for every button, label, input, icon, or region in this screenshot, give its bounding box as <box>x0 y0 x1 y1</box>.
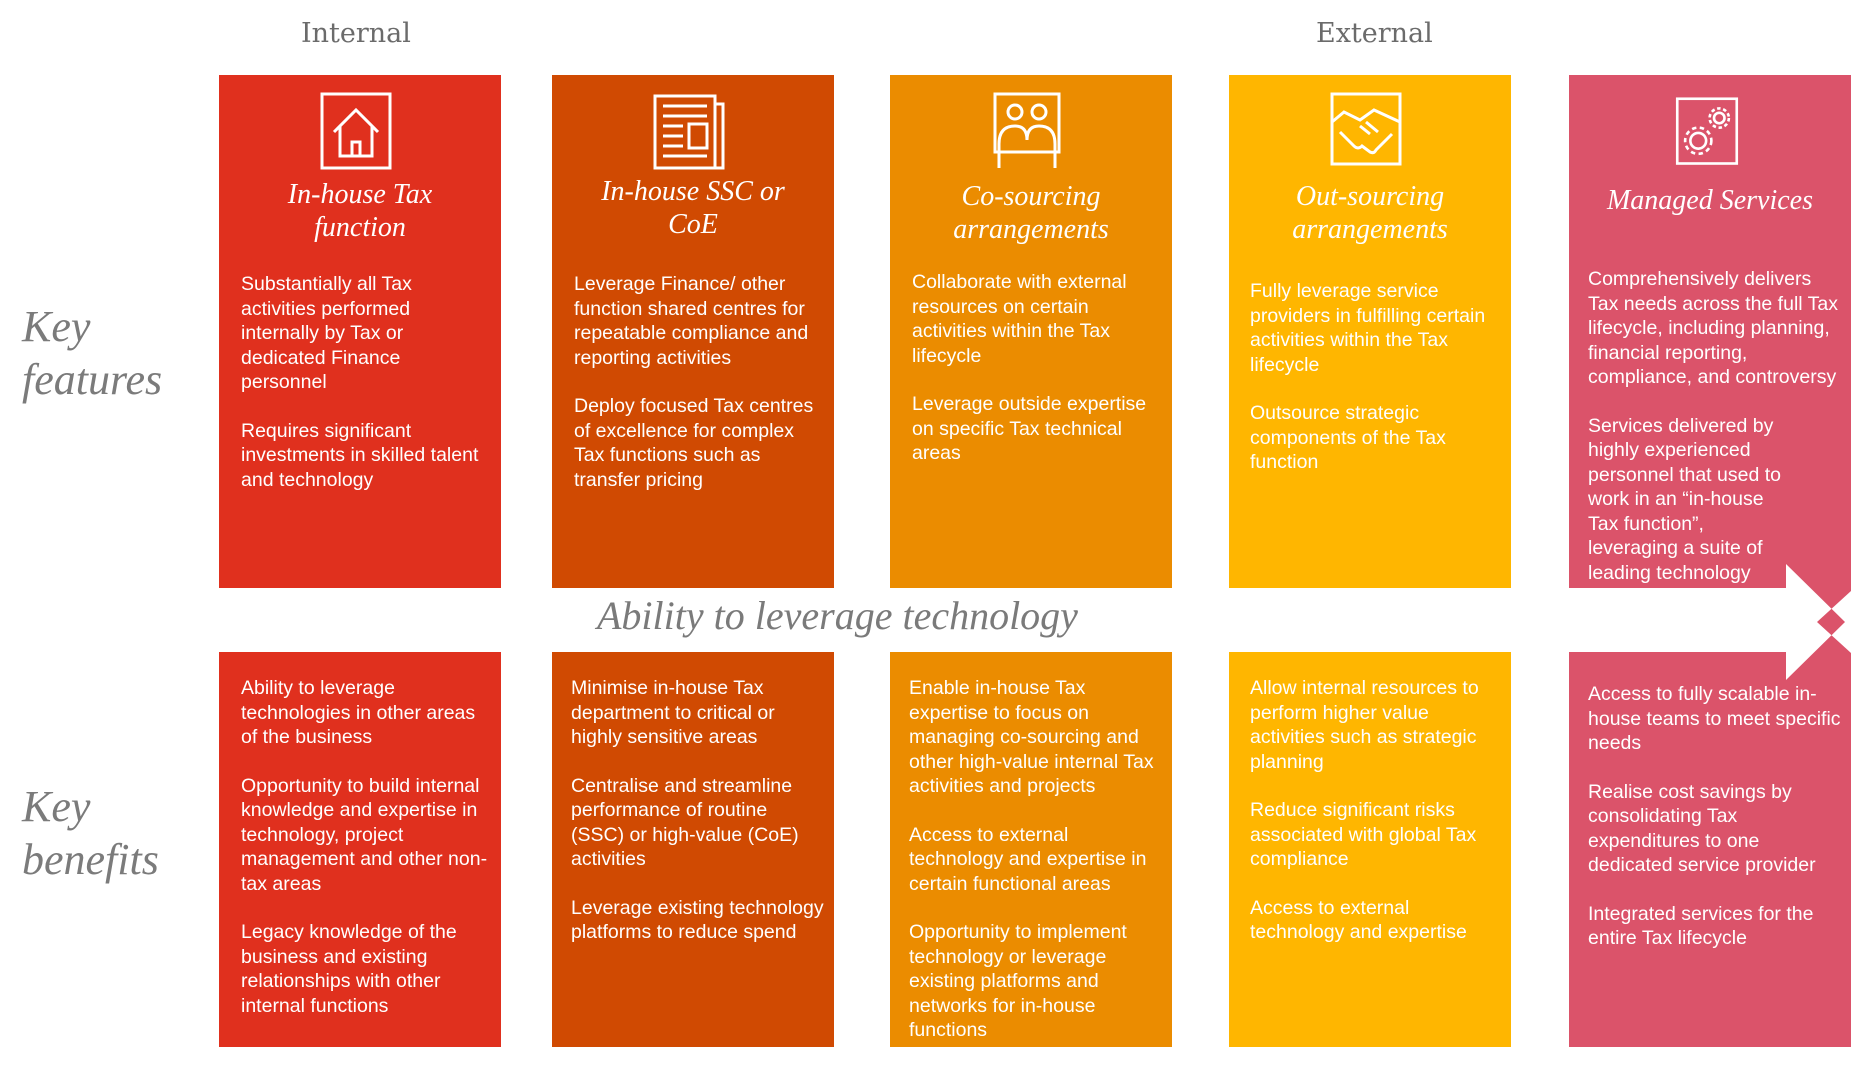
benefit-item: Minimise in-house Tax department to critical or highly sensitive areas <box>571 677 775 748</box>
feature-item: Services delivered by highly experienced personnel that used to work in an “in-house Tax function”, leveraging a suite of leading technology solutions <box>1588 414 1781 608</box>
benefits-text <box>909 676 1162 1067</box>
side-label-features <box>22 300 162 406</box>
people-icon <box>991 92 1063 172</box>
house-icon <box>320 92 392 172</box>
benefit-item: Legacy knowledge of the business and existing relationships with other internal functions <box>241 921 457 1017</box>
column-title <box>552 175 834 241</box>
feature-item: Comprehensively delivers Tax needs across the full Tax lifecycle, including planning, financial reporting, compliance, and controversy <box>1588 268 1839 388</box>
benefit-item: Access to external technology and expertise <box>1250 896 1467 943</box>
side-label-benefits <box>22 780 159 886</box>
header-external: External <box>1316 18 1433 49</box>
side-label-benefits-line1: Key <box>22 782 91 831</box>
features-text <box>912 270 1162 490</box>
column-title <box>1569 184 1851 217</box>
title-line1: In-house Tax <box>287 179 433 210</box>
column-ssc-coe-features <box>552 75 834 588</box>
benefit-item: Realise cost savings by consolidating Tax expenditures to one dedicated service provider <box>1588 780 1816 876</box>
column-cosourcing-features <box>890 75 1172 588</box>
column-cosourcing-benefits <box>890 652 1172 1047</box>
benefits-text <box>571 676 824 969</box>
feature-item: Deploy focused Tax centres of excellence for complex Tax functions such as transfer pricing <box>574 395 814 491</box>
title-line1: Out-sourcing <box>1295 181 1445 212</box>
header-internal: Internal <box>301 18 411 49</box>
side-label-features-line2: features <box>22 355 163 404</box>
benefit-item: Ability to leverage technologies in other areas of the business <box>241 677 476 748</box>
benefit-item: Opportunity to implement technology or leverage existing platforms and networks for in-house functions <box>909 921 1127 1041</box>
side-label-benefits-line2: benefits <box>22 835 159 884</box>
feature-item: Fully leverage service providers in fulfilling certain activities within the Tax lifecycle <box>1250 280 1486 376</box>
handshake-icon <box>1330 92 1402 172</box>
feature-item: Leverage outside expertise on specific Tax technical areas <box>912 393 1147 464</box>
column-managed-services-features <box>1569 75 1851 608</box>
column-title <box>1229 180 1511 246</box>
title-line2: arrangements <box>1292 214 1448 245</box>
column-title <box>890 180 1172 246</box>
column-inhouse-tax-benefits <box>219 652 501 1047</box>
title-line1: Co-sourcing <box>961 181 1101 212</box>
benefit-item: Opportunity to build internal knowledge and expertise in technology, project management and other non-tax areas <box>241 774 488 895</box>
title-line2: function <box>314 212 406 243</box>
feature-item: Substantially all Tax activities performed internally by Tax or dedicated Finance personnel <box>241 273 412 393</box>
column-outsourcing-features <box>1229 75 1511 588</box>
title-line2: CoE <box>668 209 718 240</box>
features-text <box>574 272 824 516</box>
benefits-text <box>1250 676 1501 969</box>
benefit-item: Centralise and streamline performance of routine (SSC) or high-value (CoE) activities <box>571 774 799 870</box>
ability-to-leverage-technology: Ability to leverage technology <box>597 593 1078 638</box>
title-line2: arrangements <box>953 214 1109 245</box>
feature-item: Requires significant investments in skilled talent and technology <box>241 419 479 491</box>
feature-item: Outsource strategic components of the Tax function <box>1250 402 1446 473</box>
feature-item: Collaborate with external resources on certain activities within the Tax lifecycle <box>912 271 1127 367</box>
side-label-features-line1: Key <box>22 302 91 351</box>
benefit-item: Reduce significant risks associated with global Tax compliance <box>1250 799 1477 870</box>
column-outsourcing-benefits <box>1229 652 1511 1047</box>
benefits-text <box>1588 682 1841 975</box>
benefits-text <box>241 676 491 1042</box>
document-icon <box>653 92 725 172</box>
column-title <box>219 178 501 244</box>
benefit-item: Enable in-house Tax expertise to focus on managing co-sourcing and other high-value internal Tax activities and projects <box>909 677 1154 797</box>
benefit-item: Access to external technology and expertise in certain functional areas <box>909 823 1147 895</box>
gears-icon <box>1675 97 1739 167</box>
title-line1: In-house SSC or <box>601 176 785 207</box>
features-text <box>1250 279 1501 499</box>
features-text <box>1588 267 1845 634</box>
benefit-item: Access to fully scalable in-house teams to meet specific needs <box>1588 683 1841 754</box>
benefit-item: Leverage existing technology platforms to reduce spend <box>571 896 824 943</box>
benefit-item: Integrated services for the entire Tax lifecycle <box>1588 902 1814 949</box>
features-text <box>241 272 491 516</box>
column-inhouse-tax-features <box>219 75 501 588</box>
column-ssc-coe-benefits <box>552 652 834 1047</box>
benefit-item: Allow internal resources to perform higher value activities such as strategic planning <box>1250 677 1479 773</box>
title-line1: Managed Services <box>1606 185 1814 216</box>
feature-item: Leverage Finance/ other function shared centres for repeatable compliance and reporting activities <box>574 273 809 369</box>
column-managed-services-benefits <box>1569 652 1851 1047</box>
